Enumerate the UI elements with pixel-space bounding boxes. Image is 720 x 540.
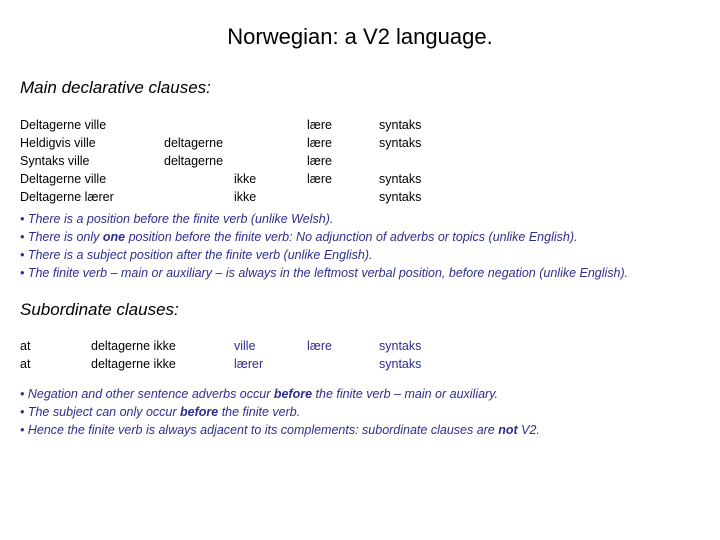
clause-cell: at xyxy=(20,357,31,371)
clause-cell: syntaks xyxy=(379,136,422,150)
note-item: • There is a position before the finite verb (unlike Welsh). xyxy=(20,212,334,226)
clause-cell: deltagerne xyxy=(164,154,224,168)
clause-cell: lære xyxy=(307,136,333,150)
clause-cell: Syntaks ville xyxy=(20,154,90,168)
subordinate-clauses-notes xyxy=(20,387,540,441)
clause-cell: lære xyxy=(307,154,333,168)
main-clauses-notes xyxy=(20,212,628,284)
clause-cell: Deltagerne ville xyxy=(20,172,107,186)
clause-cell: lære xyxy=(307,172,333,186)
clause-cell: ikke xyxy=(234,172,257,186)
note-item: • There is only one position before the finite verb: No adjunction of adverbs or topics (unlike English). xyxy=(20,230,578,244)
clause-cell: syntaks xyxy=(379,118,422,132)
clause-cell: deltagerne xyxy=(164,136,224,150)
clause-cell: lære xyxy=(307,339,333,353)
clause-cell: Heldigvis ville xyxy=(20,136,96,150)
clause-cell: ikke xyxy=(234,190,257,204)
clause-cell: syntaks xyxy=(379,339,422,353)
slide-title: Norwegian: a V2 language. xyxy=(227,24,493,49)
clause-cell: deltagerne ikke xyxy=(91,357,176,371)
note-item: • The subject can only occur before the finite verb. xyxy=(20,405,301,419)
note-item: • Negation and other sentence adverbs occur before the finite verb – main or auxiliary. xyxy=(20,387,499,401)
clause-cell: lære xyxy=(307,118,333,132)
clause-cell: at xyxy=(20,339,31,353)
clause-cell: lærer xyxy=(234,357,264,371)
clause-cell: Deltagerne lærer xyxy=(20,190,114,204)
clause-cell: syntaks xyxy=(379,190,422,204)
note-item: • There is a subject position after the finite verb (unlike English). xyxy=(20,248,373,262)
note-item: • The finite verb – main or auxiliary – is always in the leftmost verbal position, before negation (unlike English). xyxy=(20,266,629,280)
clause-cell: syntaks xyxy=(379,172,422,186)
clause-cell: deltagerne ikke xyxy=(91,339,176,353)
main-clauses-heading: Main declarative clauses: xyxy=(20,78,211,97)
clause-cell: syntaks xyxy=(379,357,422,371)
clause-cell: Deltagerne ville xyxy=(20,118,107,132)
note-item: • Hence the finite verb is always adjacent to its complements: subordinate clauses are not V2. xyxy=(20,423,540,437)
clause-cell: ville xyxy=(234,339,256,353)
subordinate-clauses-heading: Subordinate clauses: xyxy=(20,300,179,319)
